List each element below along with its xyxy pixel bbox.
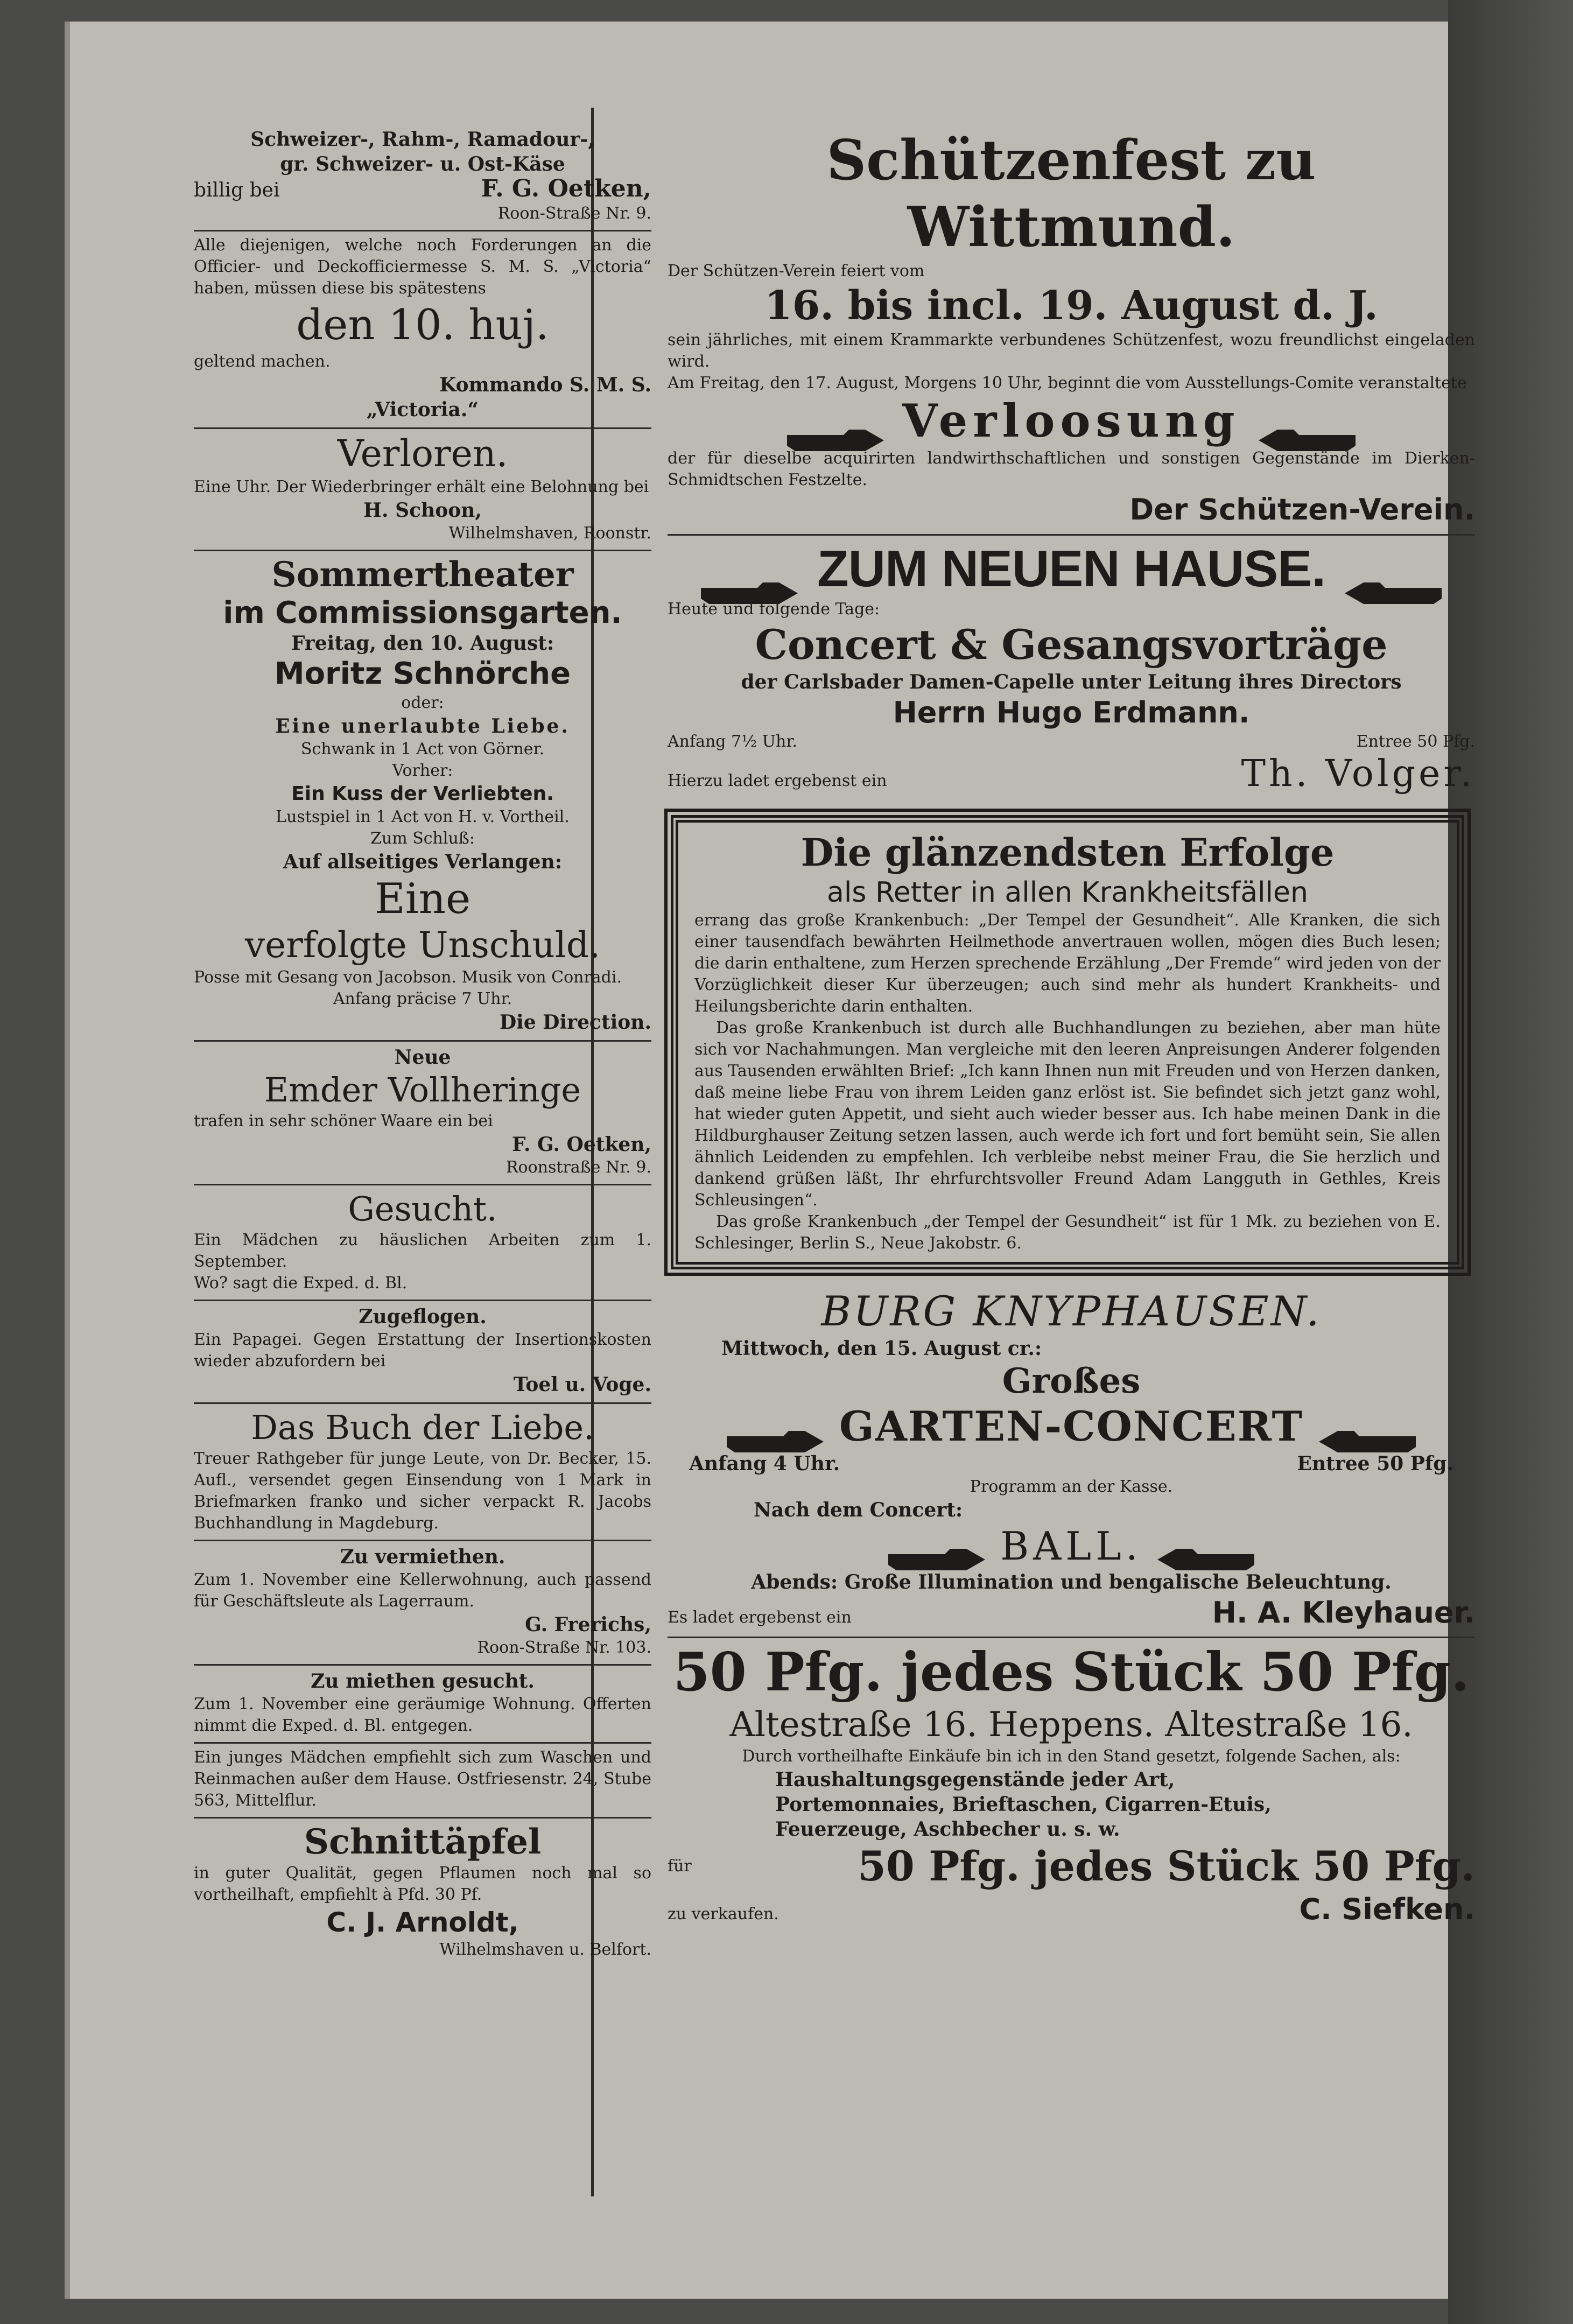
burg-start: Anfang 4 Uhr.	[689, 1452, 840, 1475]
lost-address: Wilhelmshaven, Roonstr.	[448, 524, 651, 543]
burg-entry: Entree 50 Pfg.	[1297, 1452, 1453, 1475]
shop-line1: Durch vortheilhafte Einkäufe bin ich in den Stand gesetzt, folgende Sachen, als:	[742, 1747, 1401, 1766]
victoria-tail: geltend machen.	[194, 352, 331, 371]
herring-neue: Neue	[394, 1046, 451, 1069]
lost-text: Eine Uhr. Der Wiederbringer erhält eine Belohnung bei	[194, 478, 649, 496]
parrot-title: Zugeflogen.	[359, 1305, 487, 1328]
ad-herring	[194, 1040, 651, 1184]
shop-items2: Portemonnaies, Brieftaschen, Cigarren-Etuis,	[775, 1793, 1272, 1816]
hause-line1: Heute und folgende Tage:	[668, 600, 880, 619]
pointing-hand-right-icon	[784, 411, 887, 438]
victoria-sig2: „Victoria.“	[366, 398, 479, 421]
ad-siefken-shop	[668, 1637, 1475, 1933]
victoria-text: Alle diejenigen, welche noch Forderungen an die Officier- und Deckofficiermesse S. M. S. „Victoria“ haben, müssen diese bis spätestens	[194, 236, 651, 298]
shop-address: Altestraße 16. Heppens. Altestraße 16.	[729, 1705, 1413, 1745]
hause-invite: Hierzu ladet ergebenst ein	[668, 771, 887, 790]
book-love-title: Das Buch der Liebe.	[251, 1408, 594, 1447]
ad-parrot	[194, 1300, 651, 1402]
shop-items1: Haushaltungsgegenstände jeder Art,	[775, 1768, 1175, 1791]
shop-items3: Feuerzeuge, Aschbecher u. s. w.	[775, 1818, 1120, 1841]
apples-title: Schnittäpfel	[304, 1822, 542, 1862]
theater-play1c: Schwank in 1 Act von Görner.	[300, 740, 545, 759]
rent-wanted-text: Zum 1. November eine geräumige Wohnung. Offerten nimmt die Exped. d. Bl. entgegen.	[194, 1695, 651, 1735]
herring-title: Emder Vollheringe	[264, 1070, 581, 1110]
rent-text: Zum 1. November eine Kellerwohnung, auch passend für Geschäftsleute als Lagerraum.	[194, 1570, 651, 1611]
theater-play3a: Eine	[374, 875, 471, 923]
burg-after: Nach dem Concert:	[754, 1499, 963, 1521]
theater-oder: oder:	[401, 693, 444, 712]
theater-play2b: Lustspiel in 1 Act von H. v. Vortheil.	[276, 808, 570, 826]
burg-evening: Abends: Große Illumination und bengalische Beleuchtung.	[751, 1571, 1392, 1593]
pointing-hand-right-icon	[886, 1536, 988, 1563]
theater-request: Auf allseitiges Verlangen:	[283, 851, 563, 873]
rent-address: Roon-Straße Nr. 103.	[477, 1638, 651, 1657]
apples-text: in guter Qualität, gegen Pflaumen noch mal so vortheilhaft, empfiehlt à Pfd. 30 Pf.	[194, 1864, 651, 1904]
shop-price: 50 Pfg. jedes Stück 50 Pfg.	[857, 1842, 1475, 1890]
hause-line2: der Carlsbader Damen-Capelle unter Leitung ihres Directors	[741, 671, 1402, 693]
ad-wanted	[194, 1184, 651, 1300]
burg-title: BURG KNYPHAUSEN.	[821, 1287, 1322, 1335]
healthbook-title: Die glänzendsten Erfolge	[800, 830, 1335, 875]
hause-director: Herrn Hugo Erdmann.	[893, 696, 1250, 729]
fest-line1: Der Schützen-Verein feiert vom	[668, 262, 925, 280]
shop-sell: zu verkaufen.	[668, 1905, 779, 1923]
cheese-line1: Schweizer-, Rahm-, Ramadour-,	[250, 128, 595, 151]
fest-raffle: Verloosung	[902, 394, 1240, 447]
ad-frame-healthbook	[671, 815, 1464, 1269]
ad-victoria	[194, 230, 651, 427]
cheese-merchant: F. G. Oetken,	[481, 175, 651, 202]
wanted-text: Ein Mädchen zu häuslichen Arbeiten zum 1. September.	[194, 1231, 651, 1271]
wanted-tail: Wo? sagt die Exped. d. Bl.	[194, 1274, 408, 1293]
healthbook-subtitle: als Retter in allen Krankheitsfällen	[827, 876, 1308, 909]
burg-invite: Es ladet ergebenst ein	[668, 1608, 852, 1627]
pointing-hand-right-icon	[698, 559, 800, 586]
fest-line3: Am Freitag, den 17. August, Morgens 10 Uhr, beginnt die vom Ausstellungs-Comite veranstaltete	[668, 374, 1467, 392]
rent-name: G. Frerichs,	[525, 1613, 651, 1636]
right-column	[668, 124, 1475, 1933]
cheese-line2: gr. Schweizer- u. Ost-Käse	[280, 153, 565, 175]
burg-ball: BALL.	[1000, 1523, 1142, 1569]
wanted-title: Gesucht.	[348, 1189, 497, 1228]
theater-start: Anfang präcise 7 Uhr.	[333, 989, 512, 1008]
ad-lost	[194, 427, 651, 550]
pointing-hand-left-icon	[1316, 1416, 1418, 1443]
fest-line2: sein jährliches, mit einem Krammarkte verbundenes Schützenfest, wozu freundlichst eingeladen wird.	[668, 331, 1475, 371]
ad-girl	[194, 1742, 651, 1817]
ad-neues-haus	[668, 534, 1475, 801]
theater-signature: Die Direction.	[499, 1011, 651, 1034]
shop-fuer: für	[668, 1857, 692, 1876]
fest-dates: 16. bis incl. 19. August d. J.	[764, 283, 1378, 329]
girl-text: Ein junges Mädchen empfiehlt sich zum Waschen und Reinmachen außer dem Hause. Ostfriesenstr. 24, Stube 563, Mittelflur.	[194, 1748, 651, 1810]
parrot-text: Ein Papagei. Gegen Erstattung der Insertionskosten wieder abzufordern bei	[194, 1330, 651, 1371]
healthbook-text1: errang das große Krankenbuch: „Der Tempel der Gesundheit“. Alle Kranken, die sich einer tausendfach bewährten Heilmethode anvertrauen wollen, mögen dies Buch lesen; die darin enthaltene, zum Herzen sprechende Erzählung „Der Fremde“ wird jeden von der Vorzüglichkeit dieser Kur überzeugen; auch sind mehr als hundert Krankheits- und Heilungsberichte darin enthalten.	[694, 911, 1441, 1016]
theater-title: Sommertheater	[271, 554, 574, 595]
theater-play3c: Posse mit Gesang von Jacobson. Musik von Conradi.	[194, 968, 622, 987]
burg-program: Programm an der Kasse.	[970, 1477, 1173, 1496]
theater-zum: Zum Schluß:	[370, 829, 475, 848]
fest-line4: der für dieselbe acquirirten landwirthschaftlichen und sonstigen Gegenstände im Dierken-Schmidtschen Festzelte.	[668, 449, 1475, 489]
shop-title: 50 Pfg. jedes Stück 50 Pfg.	[673, 1641, 1470, 1703]
hause-signature: Th. Volger.	[1241, 753, 1475, 795]
theater-play1: Moritz Schnörche	[274, 656, 571, 691]
apples-address: Wilhelmshaven u. Belfort.	[439, 1940, 651, 1959]
ad-rent-wanted	[194, 1664, 651, 1742]
hause-concert: Concert & Gesangsvorträge	[755, 621, 1388, 669]
rent-title: Zu vermiethen.	[340, 1546, 505, 1568]
ad-apples	[194, 1817, 651, 1966]
apples-name: C. J. Arnoldt,	[326, 1907, 519, 1938]
ad-schuetzenfest	[668, 124, 1475, 534]
cheese-address: Roon-Straße Nr. 9.	[497, 204, 651, 223]
burg-date: Mittwoch, den 15. August cr.:	[721, 1337, 1042, 1360]
cheese-line3: billig bei	[194, 179, 280, 201]
rent-wanted-title: Zu miethen gesucht.	[311, 1670, 535, 1693]
theater-vorher: Vorher:	[392, 761, 453, 780]
lost-name: H. Schoon,	[363, 499, 482, 522]
herring-address: Roonstraße Nr. 9.	[505, 1158, 651, 1177]
burg-gross: Großes	[1002, 1361, 1141, 1401]
ad-theater	[194, 550, 651, 1040]
hause-entry: Entree 50 Pfg.	[1356, 732, 1475, 751]
healthbook-text2: Das große Krankenbuch ist durch alle Buchhandlungen zu beziehen, aber man hüte sich vor Nachahmungen. Man vergleiche mit den leeren Anpreisungen Anderer folgenden aus Tausenden erwählten Brief: „Ich kann Ihnen nun mit Freuden und von Herzen danken, daß meine liebe Frau von ihrem Leiden ganz erlöst ist. Sie befindet sich jetzt ganz wohl, hat wieder guten Appetit, und sieht auch wieder besser aus. Ich habe meinen Dank in die Hildburghauser Zeitung setzen lassen, auch werde ich fort und fort bemüht sein, Sie allen ähnlich Leidenden zu empfehlen. Ich verbleibe nebst meiner Frau, die Sie herzlich und dankend grüßen läßt, Ihr ehrfurchtsvoller Freund Adam Langguth in Gethles, Kreis Schleusingen“.	[694, 1019, 1441, 1210]
pointing-hand-left-icon	[1155, 1536, 1257, 1563]
victoria-date: den 10. huj.	[296, 301, 549, 349]
parrot-name: Toel u. Voge.	[513, 1373, 651, 1396]
pointing-hand-left-icon	[1342, 559, 1444, 586]
hause-title: ZUM NEUEN HAUSE.	[817, 540, 1326, 598]
theater-play2: Ein Kuss der Verliebten.	[291, 783, 554, 805]
shop-signature: C. Siefken.	[1299, 1892, 1475, 1926]
herring-text: trafen in sehr schöner Waare ein bei	[194, 1112, 493, 1131]
ad-book-love	[194, 1402, 651, 1540]
ad-rent	[194, 1540, 651, 1664]
ad-burg-knyphausen	[668, 1283, 1475, 1637]
burg-signature: H. A. Kleyhauer.	[1212, 1596, 1475, 1630]
theater-play1b: Eine unerlaubte Liebe.	[275, 715, 570, 738]
herring-merchant: F. G. Oetken,	[512, 1133, 651, 1156]
book-love-text: Treuer Rathgeber für junge Leute, von Dr. Becker, 15. Aufl., versendet gegen Einsendung von 1 Mark in Briefmarken franko und sicher verpackt R. Jacobs Buchhandlung in Magdeburg.	[194, 1449, 651, 1533]
hause-start: Anfang 7½ Uhr.	[668, 732, 797, 751]
pointing-hand-right-icon	[724, 1416, 826, 1443]
fest-signature: Der Schützen-Verein.	[1129, 493, 1475, 526]
pointing-hand-left-icon	[1256, 411, 1358, 438]
ad-cheese	[194, 124, 651, 230]
theater-date: Freitag, den 10. August:	[291, 632, 554, 655]
fest-title: Schützenfest zu Wittmund.	[826, 128, 1316, 259]
burg-concert: GARTEN-CONCERT	[839, 1402, 1304, 1450]
lost-title: Verloren.	[337, 433, 508, 475]
theater-play3b: verfolgte Unschuld.	[244, 924, 601, 966]
theater-subtitle: im Commissionsgarten.	[223, 595, 622, 630]
healthbook-text3: Das große Krankenbuch „der Tempel der Gesundheit“ ist für 1 Mk. zu beziehen von E. Schlesinger, Berlin S., Neue Jakobstr. 6.	[694, 1212, 1441, 1253]
left-column	[194, 124, 651, 1966]
victoria-sig1: Kommando S. M. S.	[439, 374, 651, 396]
